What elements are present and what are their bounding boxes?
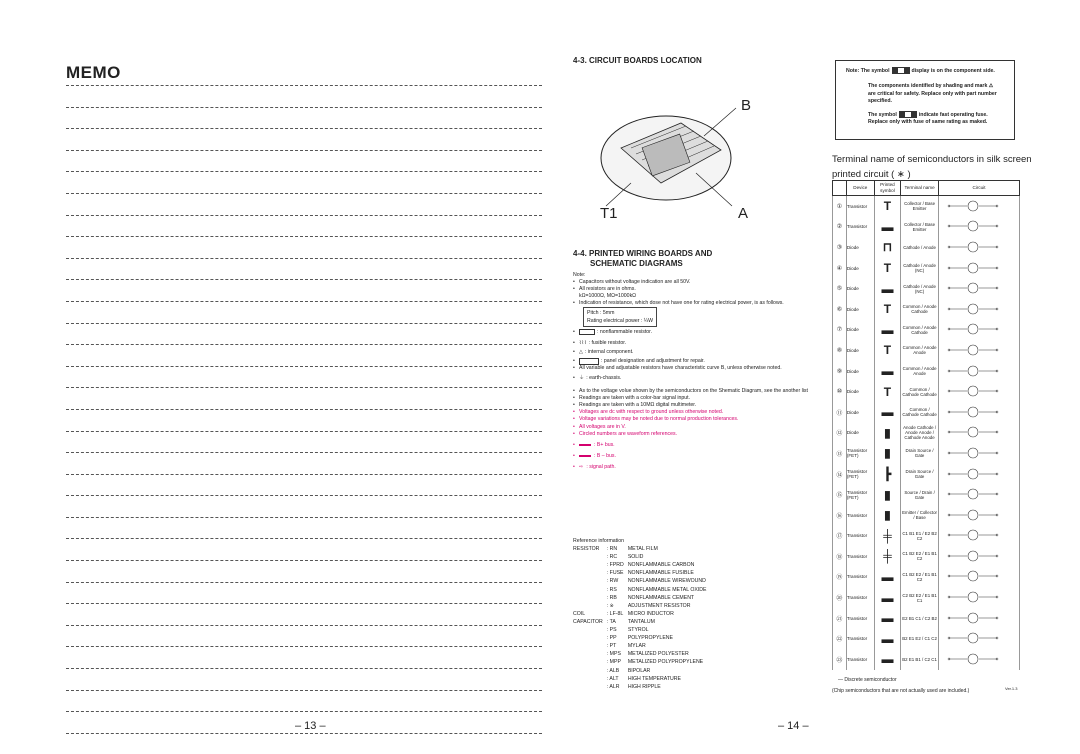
note-item: • All resistors are in ohms.	[573, 286, 813, 293]
note-item: • All variable and adjustable resistors have characteristic curve B, unless otherwise noted.	[573, 365, 813, 372]
semiconductor-row: ⑫ Diode ▮ Anode Cathode / Anode Anode / Cathode Anode	[833, 423, 1020, 444]
note-item-pink: • All voltages are in V.	[573, 424, 813, 431]
notes-heading: Note:	[573, 272, 586, 278]
circuit-symbol	[939, 443, 1020, 464]
memo-lines	[66, 85, 542, 754]
circuit-symbol	[939, 608, 1020, 629]
circuit-symbol	[939, 402, 1020, 423]
note-item-pink: • Voltage variations may be noted due to normal production tolerances.	[573, 416, 813, 423]
page-number-left: – 13 –	[295, 720, 326, 732]
memo-dashed-line	[66, 668, 542, 669]
semiconductor-row: ⑳ Transistor ▬ C2 B2 E2 / E1 B1 C1	[833, 587, 1020, 608]
semiconductor-row: ⑧ Diode T Common / Anode Anode	[833, 340, 1020, 361]
circuit-symbol	[939, 381, 1020, 402]
note-item: • : nonflammable resistor.	[573, 329, 813, 336]
reference-row: : PT MYLAR	[606, 643, 646, 650]
triangle-icon: • △	[579, 348, 583, 355]
circuit-symbol	[939, 320, 1020, 341]
note-item: • : panel designation and adjustment for repair.	[573, 358, 813, 365]
reference-row: : PP POLYPROPYLENE	[606, 635, 673, 642]
memo-dashed-line	[66, 560, 542, 561]
reference-row: : ※ ADJUSTMENT RESISTOR	[606, 602, 691, 609]
circuit-symbol	[939, 217, 1020, 238]
reference-row: CAPACITOR : TA TANTALUM	[573, 618, 655, 625]
reference-table	[573, 545, 711, 691]
fuse-symbol-icon	[892, 67, 910, 74]
circuit-symbol	[939, 628, 1020, 649]
circuit-symbol	[939, 196, 1020, 217]
col-terminal-name: Terminal name	[901, 181, 939, 196]
section-title-boards-location: 4-3. CIRCUIT BOARDS LOCATION	[573, 56, 702, 65]
pitch-box: Pitch : 5mm Rating electrical power : ¼W	[583, 307, 657, 327]
reference-row: : PS STYROL	[606, 627, 649, 634]
memo-dashed-line	[66, 366, 542, 367]
semiconductor-row: ⑯ Transistor ▮ Emitter / Collector / Base	[833, 505, 1020, 526]
reference-row: : RW NONFLAMMABLE WIREWOUND	[606, 578, 706, 585]
memo-dashed-line	[66, 603, 542, 604]
semiconductor-row: ④ Diode T Cathode / Anode (NC)	[833, 258, 1020, 279]
reference-row: : RC SOLID	[606, 554, 644, 561]
memo-dashed-line	[66, 171, 542, 172]
fuse-note-box: Note: The symbol display is on the component side. The components identified by shading and mark ⚠ are critical for safety. Replace only with part number specified. The symbol indicate fast operating fuse. Replace only with fuse of same rating as maked.	[835, 60, 1015, 140]
reference-row: : MPS METALIZED POLYESTER	[606, 651, 689, 658]
semiconductor-row: ③ Diode ⊓ Cathode / Anode	[833, 237, 1020, 258]
reference-row: : ALR HIGH RIPPLE	[606, 683, 661, 690]
warning-triangle-icon: ⚠	[988, 83, 994, 90]
col-device: Device	[846, 181, 874, 196]
memo-dashed-line	[66, 431, 542, 432]
reference-row: COIL : LF-8L MICRO INDUCTOR	[573, 610, 674, 617]
note-item-pink: • : B – bus.	[573, 453, 813, 460]
note-item: • Readings are taken with a 10MΩ digital multimeter.	[573, 402, 813, 409]
reference-row: : ALB BIPOLAR	[606, 667, 651, 674]
memo-dashed-line	[66, 387, 542, 388]
reference-row: : FUSE NONFLAMMABLE FUSIBLE	[606, 570, 694, 577]
memo-dashed-line	[66, 344, 542, 345]
circuit-symbol	[939, 340, 1020, 361]
note-item: kΩ=1000Ω, MΩ=1000kΩ	[579, 293, 637, 300]
memo-dashed-line	[66, 279, 542, 280]
circuit-symbol	[939, 484, 1020, 505]
semiconductor-row: ② Transistor ▬ Collector / Base Emitter	[833, 217, 1020, 238]
semiconductor-row: ⑨ Diode ▬ Common / Anode Anode	[833, 361, 1020, 382]
b-plus-bus-icon	[579, 444, 591, 446]
semiconductor-row: ⑦ Diode ▬ Common / Anode Cathode	[833, 320, 1020, 341]
semiconductor-row: ⑰ Transistor ╪ C1 B1 E1 / E2 B2 C2	[833, 526, 1020, 547]
semiconductor-row: ① Transistor T Collector / Base Emitter	[833, 196, 1020, 217]
memo-dashed-line	[66, 258, 542, 259]
semiconductor-row: ⑱ Transistor ╪ C1 B2 E2 / E1 B1 C2	[833, 546, 1020, 567]
reference-title: Reference information	[573, 538, 625, 544]
section-title-wiring-boards: 4-4. PRINTED WIRING BOARDS AND	[573, 249, 713, 258]
semiconductor-row: ⑥ Diode T Common / Anode Cathode	[833, 299, 1020, 320]
col-printed-symbol: Printed symbol	[874, 181, 900, 196]
memo-dashed-line	[66, 193, 542, 194]
note-item-pink: • Circled numbers are waveform references.	[573, 431, 813, 438]
memo-dashed-line	[66, 495, 542, 496]
board-label-a: A	[738, 205, 749, 222]
memo-dashed-line	[66, 474, 542, 475]
memo-dashed-line	[66, 236, 542, 237]
semiconductor-table	[832, 180, 1020, 670]
note-item: • △ : internal component.	[573, 349, 813, 356]
circuit-symbol	[939, 567, 1020, 588]
note-item: • Readings are taken with a color-bar signal input.	[573, 395, 813, 402]
section-title-schematic: SCHEMATIC DIAGRAMS	[590, 259, 683, 268]
memo-title: MEMO	[66, 63, 121, 82]
semiconductor-row: ⑲ Transistor ▬ C1 B2 E2 / E1 B1 C2	[833, 567, 1020, 588]
panel-box-icon	[579, 358, 599, 365]
signal-path-icon: • ⇨	[579, 463, 584, 470]
memo-dashed-line	[66, 625, 542, 626]
earth-chassis-icon: • ⏚	[579, 374, 585, 381]
reference-row: : MPP METALIZED POLYPROPYLENE	[606, 659, 704, 666]
circuit-symbol	[939, 587, 1020, 608]
nonflammable-resistor-icon	[579, 329, 595, 335]
memo-dashed-line	[66, 538, 542, 539]
memo-dashed-line	[66, 323, 542, 324]
memo-dashed-line	[66, 85, 542, 86]
reference-row: RESISTOR : RN METAL FILM	[573, 546, 658, 553]
notes-block	[573, 272, 813, 471]
col-circuit: Circuit	[939, 181, 1020, 196]
memo-dashed-line	[66, 517, 542, 518]
circuit-symbol	[939, 505, 1020, 526]
reference-row: : RB NONFLAMMABLE CEMENT	[606, 594, 695, 601]
reference-row: : RS NONFLAMMABLE METAL OXIDE	[606, 586, 707, 593]
semiconductor-row: ⑩ Diode T Common / Cathode Cathode	[833, 381, 1020, 402]
circuit-symbol	[939, 278, 1020, 299]
note-item: • As to the voltage volue shown by the semiconductors on the Shematic Diagram, see the another list	[573, 388, 813, 395]
chip-footnote: (Chip semiconductors that are not actually used are included.)	[832, 688, 970, 694]
memo-dashed-line	[66, 301, 542, 302]
circuit-symbol	[939, 546, 1020, 567]
revision-label: Ver.1.3	[1005, 686, 1018, 691]
memo-dashed-line	[66, 452, 542, 453]
terminal-name-title: Terminal name of semiconductors in silk screen printed circuit ( ∗ )	[832, 154, 1032, 180]
note-item: • Capacitors without voltage indication are all 50V.	[573, 279, 813, 286]
b-minus-bus-icon	[579, 455, 591, 457]
reference-information	[573, 537, 711, 691]
memo-dashed-line	[66, 711, 542, 712]
circuit-symbol	[939, 258, 1020, 279]
note-item: • ⏚ : earth-chassis.	[573, 375, 813, 382]
circuit-symbol	[939, 526, 1020, 547]
page-number-right: – 14 –	[778, 720, 809, 732]
semiconductor-row: ⑪ Diode ▬ Common / Cathode Cathode	[833, 402, 1020, 423]
memo-dashed-line	[66, 215, 542, 216]
semiconductor-row: ⑬ Transistor (FET) ▮ Drain Source / Gate	[833, 443, 1020, 464]
note-item-pink: • ⇨ : signal path.	[573, 464, 813, 471]
memo-dashed-line	[66, 582, 542, 583]
memo-dashed-line	[66, 733, 542, 734]
semiconductor-row: ㉓ Transistor ▬ B2 E1 B1 / C2 C1	[833, 649, 1020, 670]
note-item: • Indication of resistance, which dose not have one for rating electrical power, is as follows.	[573, 300, 813, 307]
board-label-b: B	[741, 97, 752, 114]
circuit-symbol	[939, 649, 1020, 670]
memo-dashed-line	[66, 409, 542, 410]
note-item: • ⌇⌇⌇ : fusible resistor.	[573, 340, 813, 347]
circuit-symbol	[939, 423, 1020, 444]
memo-dashed-line	[66, 646, 542, 647]
semiconductor-row: ㉒ Transistor ▬ B2 E1 E2 / C1 C2	[833, 628, 1020, 649]
board-label-t1: T1	[600, 205, 618, 222]
semiconductor-row: ⑤ Diode ▬ Cathode / Anode (NC)	[833, 278, 1020, 299]
reference-row: : FPRD NONFLAMMABLE CARBON	[606, 562, 695, 569]
reference-row: : ALT HIGH TEMPERATURE	[606, 675, 681, 682]
fast-fuse-icon	[899, 111, 917, 118]
circuit-symbol	[939, 361, 1020, 382]
fusible-resistor-icon: • ⌇⌇⌇	[579, 339, 587, 346]
semiconductor-row: ⑭ Transistor (FET) ┣ Drain Source / Gate	[833, 464, 1020, 485]
circuit-symbol	[939, 299, 1020, 320]
semiconductor-row: ⑮ Transistor (FET) ▮ Source / Drain / Gate	[833, 484, 1020, 505]
memo-dashed-line	[66, 150, 542, 151]
memo-dashed-line	[66, 128, 542, 129]
semiconductor-row: ㉑ Transistor ▬ E2 B1 C1 / C2 B2	[833, 608, 1020, 629]
note-item-pink: • : B+ bus.	[573, 442, 813, 449]
circuit-symbol	[939, 237, 1020, 258]
memo-dashed-line	[66, 690, 542, 691]
circuit-symbol	[939, 464, 1020, 485]
memo-dashed-line	[66, 107, 542, 108]
note-item-pink: • Voltages are dc with respect to ground unless otherwise noted.	[573, 409, 813, 416]
discrete-note: — Discrete semiconductor	[838, 677, 897, 683]
